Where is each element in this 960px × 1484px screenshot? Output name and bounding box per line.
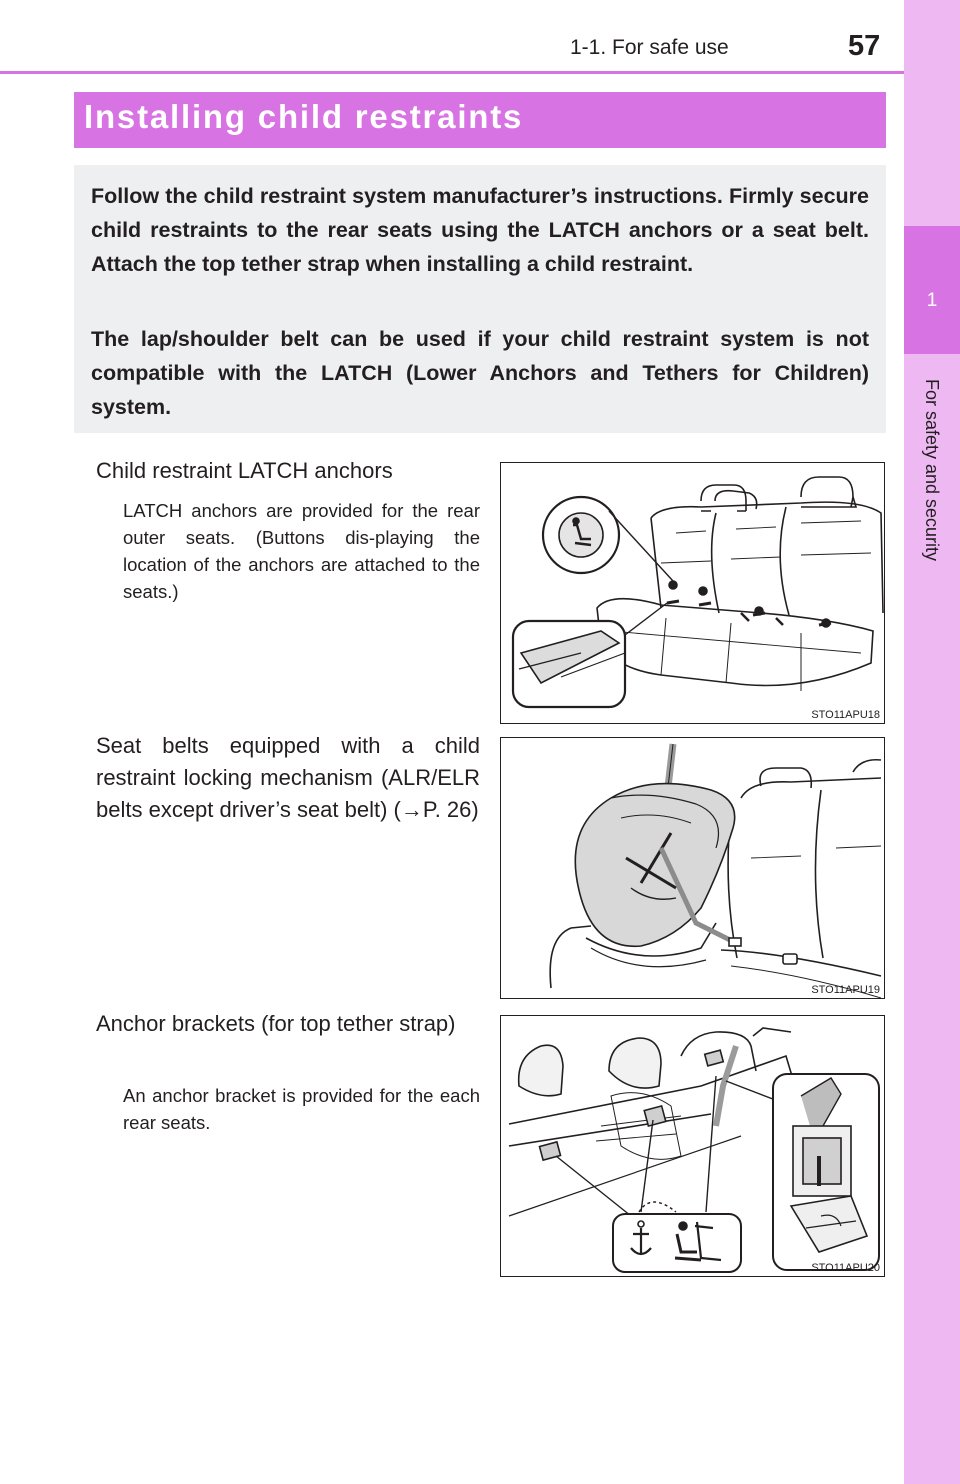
figure-code-1: STO11APU18	[811, 709, 880, 721]
item-heading-latch-anchors: Child restraint LATCH anchors	[96, 458, 393, 483]
intro-box	[74, 165, 886, 433]
item-description-latch-anchors: LATCH anchors are provided for the rear outer seats. (Buttons dis-playing the location of the anchors are attached to the seats.)	[123, 500, 480, 602]
top-tether-anchor-illustration	[501, 1016, 885, 1277]
section-title: Installing child restraints	[84, 98, 524, 135]
header-section-title: 1-1. For safe use	[570, 36, 729, 59]
header-divider	[0, 71, 904, 74]
page-number: 57	[848, 30, 881, 62]
chapter-side-tab	[904, 0, 960, 1484]
figure-code-2: STO11APU19	[811, 984, 880, 996]
item-heading-anchor-brackets: Anchor brackets (for top tether strap)	[96, 1011, 456, 1036]
figure-seat-belt-child-seat	[500, 737, 885, 999]
figure-latch-anchors	[500, 462, 885, 724]
chapter-number-tab: 1	[904, 226, 960, 354]
intro-paragraph-1: Follow the child restraint system manufacturer’s instructions. Firmly secure child restraints to the rear seats using the LATCH anchors or a seat belt. Attach the top tether strap when installing a child restraint.	[91, 184, 869, 276]
item-description-anchor-brackets: An anchor bracket is provided for the each rear seats.	[123, 1085, 480, 1133]
figure-anchor-brackets	[500, 1015, 885, 1277]
child-seat-with-belt-illustration	[501, 738, 885, 999]
rear-seat-latch-illustration	[501, 463, 885, 724]
chapter-label: For safety and security	[922, 378, 942, 562]
intro-paragraph-2: The lap/shoulder belt can be used if your child restraint system is not compatible with the LATCH (Lower Anchors and Tethers for Children) system.	[91, 327, 869, 419]
section-title-bar	[74, 92, 886, 148]
item-heading-seat-belts: Seat belts equipped with a child restraint locking mechanism (ALR/ELR belts except driver’s seat belt) (→P. 26)	[96, 733, 480, 822]
figure-code-3: STO11APU20	[811, 1262, 880, 1274]
